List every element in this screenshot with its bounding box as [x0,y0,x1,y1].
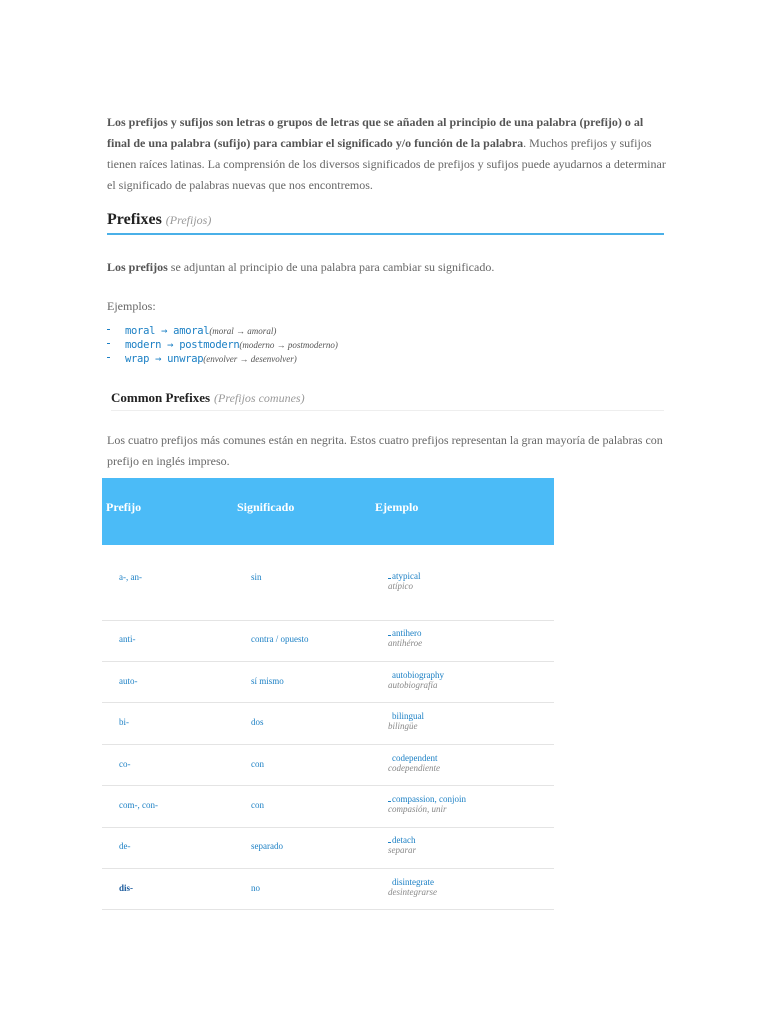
meaning-cell: dos [251,717,264,727]
common-prefixes-paragraph: Los cuatro prefijos más comunes están en negrita. Estos cuatro prefijos representan la gran mayoría de palabras con prefijo en inglés impreso. [107,433,663,468]
example-es: codependiente [388,763,440,773]
prefixes-paragraph-rest: se adjuntan al principio de una palabra para cambiar su significado. [167,260,495,274]
list-item [107,335,407,349]
meaning-cell: contra / opuesto [251,634,309,644]
bullet-icon [388,842,391,843]
example-translation: (moral → amoral) [209,326,277,336]
table-row [102,869,554,910]
common-prefixes-heading [111,389,664,411]
bullet-icon [107,357,110,358]
example-en[interactable]: compassion, conjoin [392,794,466,804]
prefixes-heading-sub: (Prefijos) [165,213,212,227]
example-es: bilingüe [388,721,418,731]
examples-label: Ejemplos: [107,299,156,313]
example-cell [388,794,466,814]
prefix-cell: a-, an- [119,572,142,582]
intro-paragraph [107,112,667,196]
prefixes-paragraph [107,258,494,276]
prefix-cell: bi- [119,717,129,727]
meaning-cell: con [251,759,264,769]
example-cell [388,753,440,773]
example-en[interactable]: disintegrate [392,877,434,887]
example-code: moral → amoral [125,325,210,337]
example-en[interactable]: detach [392,835,416,845]
example-es: atípico [388,581,413,591]
meaning-cell: sin [251,572,262,582]
example-code: modern → postmodern [125,339,240,351]
example-cell [388,628,422,648]
bullet-icon [388,578,391,579]
table-row [102,662,554,703]
example-translation: (moderno → postmoderno) [239,340,338,350]
example-cell [388,571,421,591]
example-cell [388,877,437,897]
intro-bold-text: Los prefijos y sufijos son letras o grupos de letras que se añaden al principio de una palabra (prefijo) o al final de una palabra (sufijo) para cambiar el significado y/o función de la palabra [107,115,644,150]
example-es: desintegrarse [388,887,437,897]
prefixes-paragraph-bold: Los prefijos [107,260,168,274]
prefixes-heading [107,211,664,235]
example-en[interactable]: atypical [392,571,421,581]
example-en[interactable]: codependent [392,753,438,763]
prefixes-heading-main: Prefixes [107,211,162,228]
table-row [102,621,554,662]
bullet-icon [107,329,110,330]
example-cell [388,835,416,855]
table-row [102,786,554,828]
list-item [107,349,407,363]
common-heading-main: Common Prefixes [111,390,211,405]
meaning-cell: no [251,883,260,893]
example-en[interactable]: antihero [392,628,422,638]
examples-list [107,321,407,363]
header-prefijo: Prefijo [106,500,142,514]
example-en[interactable]: bilingual [392,711,424,721]
example-es: autobiografía [388,680,438,690]
prefix-cell: de- [119,841,131,851]
prefix-table [102,478,554,910]
table-row [102,828,554,869]
meaning-cell: sí mismo [251,676,284,686]
prefix-cell: dis- [119,883,134,893]
table-row [102,545,554,621]
header-ejemplo: Ejemplo [375,500,419,514]
example-es: separar [388,845,417,855]
table-row [102,703,554,745]
header-significado: Significado [237,500,295,514]
prefix-cell: anti- [119,634,136,644]
list-item [107,321,407,335]
common-heading-sub: (Prefijos comunes) [214,391,305,405]
example-cell [388,711,424,731]
prefix-cell: auto- [119,676,138,686]
example-translation: (envolver → desenvolver) [203,354,297,364]
intro-rest-text: . Muchos prefijos y sufijos tienen raíces latinas. La comprensión de los diversos significados de prefijos y sufijos puede ayudarnos a determinar el significado de palabras nuevas que nos encontremos. [107,136,666,192]
example-en[interactable]: autobiography [392,670,444,680]
table-row [102,745,554,786]
table-header [102,478,554,545]
meaning-cell: separado [251,841,283,851]
bullet-icon [388,635,391,636]
bullet-icon [107,343,110,344]
example-code: wrap → unwrap [125,353,204,365]
bullet-icon [388,801,391,802]
example-es: antihéroe [388,638,423,648]
meaning-cell: con [251,800,264,810]
prefix-cell: com-, con- [119,800,158,810]
example-es: compasión, unir [388,804,447,814]
example-cell [388,670,444,690]
prefix-cell: co- [119,759,131,769]
